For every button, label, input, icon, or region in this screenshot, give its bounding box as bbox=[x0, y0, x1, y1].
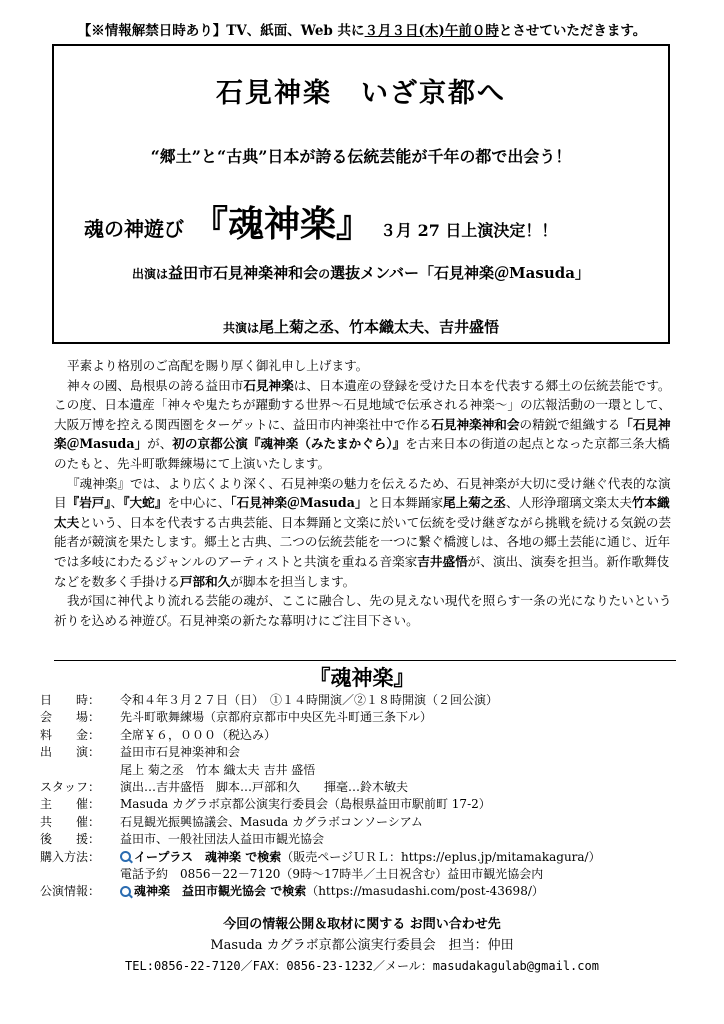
detail-label: 日 時： bbox=[40, 693, 101, 707]
detail-row-organizer bbox=[40, 796, 601, 813]
purchase-search-suffix: で検索 bbox=[241, 849, 282, 864]
headline-main-line bbox=[84, 196, 557, 247]
detail-label bbox=[40, 762, 120, 779]
search-icon bbox=[120, 886, 132, 898]
event-details bbox=[40, 692, 601, 901]
body-paragraph-4: 我が国に神代より流れる芸能の魂が、ここに融合し、先の見えない現代を照らす一条の光になりたいという祈りを込める神遊び。石見神楽の新たな幕明けにご注目下さい。 bbox=[54, 593, 672, 628]
detail-row-staff bbox=[40, 779, 601, 796]
info-url[interactable]: （https://masudashi.com/post-43698/） bbox=[306, 884, 544, 899]
detail-label: 購入方法： bbox=[40, 849, 101, 864]
detail-label: 共 催： bbox=[40, 814, 101, 829]
detail-label: スタッフ： bbox=[40, 780, 101, 795]
event-title: 『魂神楽』 bbox=[309, 665, 415, 690]
detail-label: 後 援： bbox=[40, 832, 101, 847]
detail-row-support bbox=[40, 831, 601, 848]
purchase-phone: 電話予約 0856－22－7120（9時～17時半／土日祝含む）益田市観光協会内 bbox=[120, 867, 544, 882]
detail-row-price bbox=[40, 727, 601, 744]
purchase-url[interactable]: （販売ページＵＲＬ：https://eplus.jp/mitamakagura/） bbox=[281, 849, 601, 864]
embargo-notice bbox=[0, 19, 724, 39]
headline-subtitle: “郷土”と“古典”日本が誇る伝統芸能が千年の都で出会う！ bbox=[150, 147, 572, 166]
contact-info: TEL:0856-22-7120／FAX：0856-23-1232／メール：masudakagulab@gmail.com bbox=[125, 959, 599, 973]
headline-box bbox=[52, 44, 670, 344]
info-search-terms: 魂神楽 益田市観光協会 bbox=[134, 884, 267, 899]
costars-names: 尾上菊之丞、竹本織太夫、吉井盛悟 bbox=[259, 318, 500, 336]
body-paragraph-1: 平素より格別のご高配を賜り厚く御礼申し上げます。 bbox=[67, 358, 369, 373]
info-search-suffix: で検索 bbox=[266, 884, 307, 899]
body-paragraph-3: 『魂神楽』では、より広くより深く、石見神楽の魅力を伝えるため、石見神楽が大切に受け継ぐ代表的な演目『岩戸』、『大蛇』を中心に、「石見神楽＠Masuda」と日本舞踊家尾上菊之丞、人形浄瑠璃文楽太夫竹本織太夫という、日本を代表する古典芸能、日本舞踊と文楽に於いて伝統を受け継ぎながら挑戦を続ける気鋭の芸能者が競演を果たします。郷土と古典、二つの伝統芸能を一つに繋ぐ橋渡しは、各地の郷土芸能に通じ、近年では多岐にわたるジャンルのアーティストと共演を重ねる音楽家吉井盛悟が、演出、演奏を担当。新作歌舞伎などを数多く手掛ける戸部和久が脚本を担当します。 bbox=[54, 475, 672, 589]
press-body bbox=[54, 356, 676, 630]
section-divider bbox=[54, 660, 676, 661]
embargo-suffix: とさせていただきます。 bbox=[498, 23, 647, 39]
detail-row-cohost bbox=[40, 814, 601, 831]
headline-main-title: 『魂神楽』 bbox=[192, 203, 373, 245]
detail-label-empty bbox=[40, 866, 120, 883]
detail-value: 演出…吉井盛悟 脚本…戸部和久 揮毫…鈴木敏夫 bbox=[120, 780, 409, 795]
embargo-date: ３月３日(木)午前０時 bbox=[364, 23, 499, 39]
detail-value: 先斗町歌舞練場（京都府京都市中央区先斗町通三条下ル） bbox=[120, 710, 433, 725]
purchase-search-terms: イープラス 魂神楽 bbox=[134, 849, 242, 864]
detail-label: 料 金： bbox=[40, 727, 101, 742]
contact-block bbox=[0, 914, 724, 977]
costars-prefix: 共演は bbox=[222, 321, 259, 335]
detail-row-phone bbox=[40, 866, 601, 883]
detail-value: 全席￥６，０００（税込み） bbox=[120, 727, 277, 742]
performers-members: 選抜メンバー「石見神楽＠Masuda」 bbox=[330, 264, 590, 282]
detail-label: 主 催： bbox=[40, 797, 101, 812]
detail-label: 公演情報： bbox=[40, 884, 101, 899]
detail-label: 出 演： bbox=[40, 745, 101, 760]
detail-value: 益田市石見神楽神和会 bbox=[120, 745, 241, 760]
search-icon bbox=[120, 851, 132, 863]
detail-row-cast-2 bbox=[40, 762, 601, 779]
headline-title: 石見神楽 いざ京都へ bbox=[216, 78, 506, 109]
headline-release: ３月 27 日上演決定！！ bbox=[380, 221, 558, 240]
detail-value: 石見観光振興協議会、Masuda カグラボコンソーシアム bbox=[120, 814, 423, 829]
detail-row-date bbox=[40, 692, 601, 709]
performers-prefix: 出演は bbox=[132, 267, 169, 281]
contact-committee: Masuda カグラボ京都公演実行委員会 担当：仲田 bbox=[210, 938, 514, 953]
performers-particle: の bbox=[318, 267, 331, 281]
detail-label: 会 場： bbox=[40, 710, 101, 725]
detail-value: 益田市、一般社団法人益田市観光協会 bbox=[120, 832, 325, 847]
detail-value: 尾上 菊之丞 竹本 織太夫 吉井 盛悟 bbox=[120, 762, 316, 777]
contact-heading: 今回の情報公開＆取材に関する お問い合わせ先 bbox=[223, 917, 501, 932]
headline-tagline: 魂の神遊び bbox=[84, 217, 184, 241]
detail-row-purchase bbox=[40, 849, 601, 866]
detail-row-info bbox=[40, 883, 601, 900]
detail-value: Masuda カグラボ京都公演実行委員会（島根県益田市駅前町 17-2） bbox=[120, 797, 491, 812]
headline-costars bbox=[54, 316, 668, 337]
detail-row-venue bbox=[40, 709, 601, 726]
body-paragraph-2: 神々の國、島根県の誇る益田市石見神楽は、日本遺産の登録を受けた日本を代表する郷土の伝統芸能です。この度、日本遺産「神々や鬼たちが躍動する世界～石見地域で伝承される神楽～」の広報活動の一環として、大阪万博を控える関西圏をターゲットに、益田市内神楽社中で作る石見神楽神和会の精鋭で組織する「石見神楽＠Masuda」が、初の京都公演『魂神楽（みたまかぐら）』を古来日本の街道の起点となった京都三条大橋のたもと、先斗町歌舞練場にて上演いたします。 bbox=[54, 377, 671, 471]
headline-performers bbox=[54, 262, 668, 283]
performers-group: 益田市石見神楽神和会 bbox=[168, 264, 319, 282]
detail-row-cast bbox=[40, 744, 601, 761]
embargo-prefix: 【※情報解禁日時あり】TV、紙面、Web 共に bbox=[77, 23, 365, 39]
detail-value: 令和４年３月２７日（日） ①１４時開演／②１８時開演（２回公演） bbox=[120, 693, 499, 707]
